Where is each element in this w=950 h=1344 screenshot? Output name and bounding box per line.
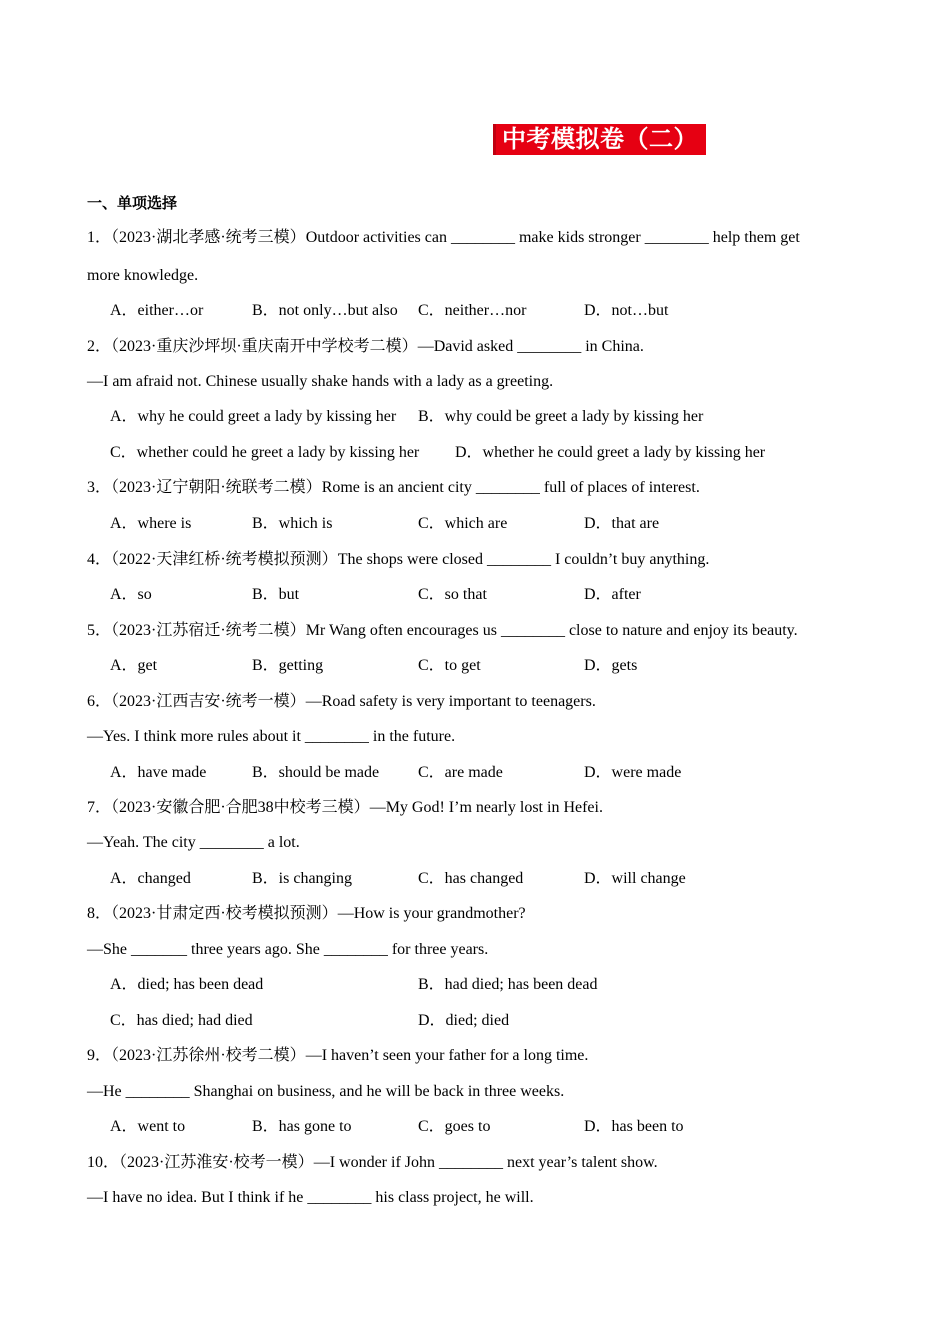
question-number: 5． bbox=[87, 622, 112, 639]
question-number: 2． bbox=[87, 338, 112, 355]
question-source: （2023·江苏徐州·校考二模） bbox=[111, 1047, 306, 1064]
question-2-cont: —I am afraid not. Chinese usually shake hands with a lady as a greeting. bbox=[87, 373, 554, 390]
question-6 bbox=[87, 692, 596, 712]
q6-option-d: D．were made bbox=[584, 764, 682, 781]
question-number: 3． bbox=[87, 479, 112, 496]
question-9-cont: —He ________ Shanghai on business, and he will be back in three weeks. bbox=[87, 1083, 565, 1100]
q8-option-b: B．had died; has been dead bbox=[418, 976, 598, 993]
q7-option-b: B．is changing bbox=[252, 870, 352, 887]
question-source: （2023·重庆沙坪坝·重庆南开中学校考二模） bbox=[111, 338, 418, 355]
question-8-cont: —She _______ three years ago. She ________ for three years. bbox=[87, 941, 489, 958]
question-stem: —David asked ________ in China. bbox=[417, 338, 644, 355]
question-number: 7． bbox=[87, 799, 112, 816]
q2-option-b: B．why could be greet a lady by kissing her bbox=[418, 408, 704, 425]
question-4 bbox=[87, 550, 709, 570]
question-stem: —I haven’t seen your father for a long time. bbox=[305, 1047, 589, 1064]
q8-option-c: C．has died; had died bbox=[110, 1012, 253, 1029]
q6-option-a: A．have made bbox=[110, 764, 207, 781]
question-1 bbox=[87, 228, 800, 248]
question-number: 6． bbox=[87, 693, 112, 710]
question-source: （2023·江苏淮安·校考一模） bbox=[119, 1154, 314, 1171]
question-10 bbox=[87, 1153, 658, 1173]
question-stem: —How is your grandmother? bbox=[337, 905, 526, 922]
q5-option-d: D．gets bbox=[584, 657, 638, 674]
question-5 bbox=[87, 621, 798, 641]
question-number: 1． bbox=[87, 229, 112, 246]
q6-option-c: C．are made bbox=[418, 764, 503, 781]
question-source: （2023·江苏宿迁·统考二模） bbox=[111, 622, 306, 639]
page-title: 中考模拟卷（二） bbox=[502, 125, 698, 153]
question-stem: —My God! I’m nearly lost in Hefei. bbox=[369, 799, 603, 816]
question-source: （2023·江西吉安·统考一模） bbox=[111, 693, 306, 710]
question-source: （2023·湖北孝感·统考三模） bbox=[111, 229, 306, 246]
question-stem: Mr Wang often encourages us ________ close to nature and enjoy its beauty. bbox=[305, 622, 798, 639]
question-7 bbox=[87, 798, 603, 818]
q4-option-a: A．so bbox=[110, 586, 152, 603]
q7-option-c: C．has changed bbox=[418, 870, 524, 887]
question-source: （2023·安徽合肥·合肥38中校考三模） bbox=[111, 799, 370, 816]
q7-option-d: D．will change bbox=[584, 870, 686, 887]
q2-option-d: D．whether he could greet a lady by kissing her bbox=[455, 444, 766, 461]
question-stem: —I wonder if John ________ next year’s talent show. bbox=[313, 1154, 658, 1171]
q9-option-d: D．has been to bbox=[584, 1118, 684, 1135]
question-1-cont: more knowledge. bbox=[87, 267, 199, 284]
question-number: 4． bbox=[87, 551, 112, 568]
q5-option-b: B．getting bbox=[252, 657, 324, 674]
q5-option-a: A．get bbox=[110, 657, 158, 674]
question-source: （2022·天津红桥·统考模拟预测） bbox=[111, 551, 338, 568]
question-10-cont: —I have no idea. But I think if he ________ his class project, he will. bbox=[87, 1189, 534, 1206]
question-stem: Rome is an ancient city ________ full of places of interest. bbox=[321, 479, 700, 496]
q5-option-c: C．to get bbox=[418, 657, 481, 674]
question-source: （2023·辽宁朝阳·统联考二模） bbox=[111, 479, 322, 496]
q1-option-b: B．not only…but also bbox=[252, 302, 398, 319]
question-2 bbox=[87, 337, 644, 357]
q9-option-a: A．went to bbox=[110, 1118, 186, 1135]
title-banner bbox=[493, 124, 706, 155]
q8-option-d: D．died; died bbox=[418, 1012, 510, 1029]
q9-option-c: C．goes to bbox=[418, 1118, 491, 1135]
q4-option-b: B．but bbox=[252, 586, 300, 603]
q3-option-a: A．where is bbox=[110, 515, 192, 532]
question-stem: The shops were closed ________ I couldn’t buy anything. bbox=[337, 551, 710, 568]
q2-option-c: C．whether could he greet a lady by kissing her bbox=[110, 444, 420, 461]
q1-option-c: C．neither…nor bbox=[418, 302, 527, 319]
q3-option-b: B．which is bbox=[252, 515, 333, 532]
question-stem: —Road safety is very important to teenagers. bbox=[305, 693, 596, 710]
question-6-cont: —Yes. I think more rules about it ________ in the future. bbox=[87, 728, 456, 745]
question-number: 10． bbox=[87, 1154, 120, 1171]
q6-option-b: B．should be made bbox=[252, 764, 380, 781]
question-number: 9． bbox=[87, 1047, 112, 1064]
q1-option-d: D．not…but bbox=[584, 302, 669, 319]
question-stem: Outdoor activities can ________ make kids stronger ________ help them get bbox=[305, 229, 800, 246]
question-7-cont: —Yeah. The city ________ a lot. bbox=[87, 834, 300, 851]
q3-option-c: C．which are bbox=[418, 515, 508, 532]
q9-option-b: B．has gone to bbox=[252, 1118, 352, 1135]
question-number: 8． bbox=[87, 905, 112, 922]
question-8 bbox=[87, 904, 526, 924]
q7-option-a: A．changed bbox=[110, 870, 191, 887]
section-heading: 一、单项选择 bbox=[87, 194, 178, 212]
question-source: （2023·甘肃定西·校考模拟预测） bbox=[111, 905, 338, 922]
question-9 bbox=[87, 1046, 588, 1066]
q4-option-c: C．so that bbox=[418, 586, 487, 603]
q1-option-a: A．either…or bbox=[110, 302, 204, 319]
question-3 bbox=[87, 478, 700, 498]
q3-option-d: D．that are bbox=[584, 515, 660, 532]
q8-option-a: A．died; has been dead bbox=[110, 976, 264, 993]
q2-option-a: A．why he could greet a lady by kissing her bbox=[110, 408, 397, 425]
q4-option-d: D．after bbox=[584, 586, 641, 603]
